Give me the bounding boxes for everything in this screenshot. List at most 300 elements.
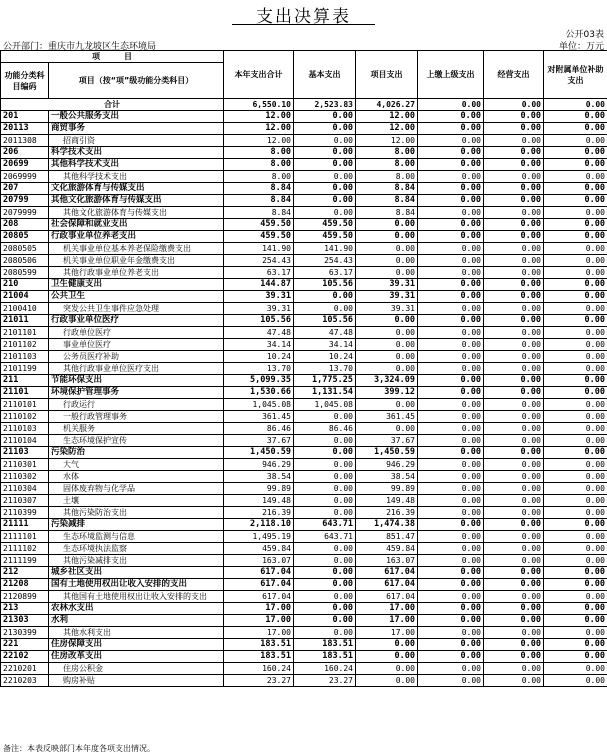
row-value: 17.00 xyxy=(356,615,418,627)
row-value: 86.46 xyxy=(224,423,294,435)
row-name: 环境保护管理事务 xyxy=(49,387,224,399)
row-value: 39.31 xyxy=(224,291,294,303)
row-value: 86.46 xyxy=(294,423,356,435)
row-value: 149.48 xyxy=(356,495,418,507)
table-row xyxy=(1,219,607,231)
row-value: 39.31 xyxy=(356,279,418,291)
row-value: 8.84 xyxy=(356,183,418,195)
total-value: 6,550.10 xyxy=(224,99,294,111)
table-row xyxy=(1,435,607,447)
row-value: 0.00 xyxy=(544,327,607,339)
row-name: 大气 xyxy=(49,459,224,471)
row-value: 0.00 xyxy=(484,243,544,255)
table-row xyxy=(1,255,607,267)
footnote: 备注：本表反映部门本年度各项支出情况。 xyxy=(3,744,155,753)
row-value: 163.07 xyxy=(224,555,294,567)
row-value: 361.45 xyxy=(224,411,294,423)
row-name: 生态环境执法监察 xyxy=(49,543,224,555)
row-name: 住房保障支出 xyxy=(49,639,224,651)
header-upper: 上缴上级支出 xyxy=(418,51,484,99)
row-name: 农林水支出 xyxy=(49,603,224,615)
row-value: 0.00 xyxy=(418,171,484,183)
row-value: 0.00 xyxy=(418,423,484,435)
row-value: 0.00 xyxy=(294,579,356,591)
row-value: 8.00 xyxy=(224,147,294,159)
row-value: 459.84 xyxy=(224,543,294,555)
row-value: 254.43 xyxy=(224,255,294,267)
row-value: 0.00 xyxy=(544,207,607,219)
row-value: 0.00 xyxy=(484,543,544,555)
total-value: 2,523.83 xyxy=(294,99,356,111)
row-value: 0.00 xyxy=(484,495,544,507)
row-value: 8.84 xyxy=(356,195,418,207)
row-name: 公务员医疗补助 xyxy=(49,351,224,363)
row-value: 0.00 xyxy=(418,387,484,399)
row-value: 0.00 xyxy=(418,495,484,507)
row-value: 617.04 xyxy=(224,567,294,579)
row-value: 0.00 xyxy=(484,207,544,219)
table-row xyxy=(1,123,607,135)
row-name: 购房补贴 xyxy=(49,675,224,687)
row-value: 8.84 xyxy=(224,195,294,207)
row-value: 0.00 xyxy=(544,639,607,651)
row-name: 机关服务 xyxy=(49,423,224,435)
row-name: 其他行政事业单位养老支出 xyxy=(49,267,224,279)
row-name: 住房改革支出 xyxy=(49,651,224,663)
row-value: 3,324.09 xyxy=(356,375,418,387)
row-code: 2111101 xyxy=(1,531,49,543)
total-value: 4,026.27 xyxy=(356,99,418,111)
row-value: 0.00 xyxy=(294,171,356,183)
row-value: 617.04 xyxy=(224,591,294,603)
row-value: 183.51 xyxy=(294,639,356,651)
row-value: 63.17 xyxy=(294,267,356,279)
row-value: 0.00 xyxy=(418,507,484,519)
row-value: 105.56 xyxy=(294,315,356,327)
row-value: 0.00 xyxy=(544,507,607,519)
table-row xyxy=(1,171,607,183)
row-value: 0.00 xyxy=(544,387,607,399)
row-value: 17.00 xyxy=(356,627,418,639)
row-code: 2101199 xyxy=(1,363,49,375)
row-value: 0.00 xyxy=(484,279,544,291)
row-value: 8.00 xyxy=(224,159,294,171)
row-name: 事业单位医疗 xyxy=(49,339,224,351)
row-code: 2110399 xyxy=(1,507,49,519)
row-code: 20699 xyxy=(1,159,49,171)
table-row xyxy=(1,303,607,315)
row-name: 机关事业单位基本养老保险缴费支出 xyxy=(49,243,224,255)
row-value: 0.00 xyxy=(484,423,544,435)
header-business: 经营支出 xyxy=(484,51,544,99)
row-name: 突发公共卫生事件应急处理 xyxy=(49,303,224,315)
table-row xyxy=(1,579,607,591)
row-name: 其他污染防治支出 xyxy=(49,507,224,519)
table-row xyxy=(1,111,607,123)
row-name: 城乡社区支出 xyxy=(49,567,224,579)
row-name: 水利 xyxy=(49,615,224,627)
row-name: 其他行政事业单位医疗支出 xyxy=(49,363,224,375)
row-value: 0.00 xyxy=(294,291,356,303)
row-value: 0.00 xyxy=(356,267,418,279)
row-value: 0.00 xyxy=(484,411,544,423)
row-code: 2110102 xyxy=(1,411,49,423)
row-value: 99.89 xyxy=(356,483,418,495)
row-value: 0.00 xyxy=(418,555,484,567)
row-value: 0.00 xyxy=(544,399,607,411)
table-row xyxy=(1,399,607,411)
row-value: 0.00 xyxy=(484,159,544,171)
row-code: 2101103 xyxy=(1,351,49,363)
row-value: 160.24 xyxy=(294,663,356,675)
row-value: 0.00 xyxy=(356,399,418,411)
expenditure-table xyxy=(0,50,607,687)
row-code: 21103 xyxy=(1,447,49,459)
header-code: 功能分类科目编码 xyxy=(1,63,49,99)
row-value: 0.00 xyxy=(544,351,607,363)
row-code: 2111199 xyxy=(1,555,49,567)
row-name: 科学技术支出 xyxy=(49,147,224,159)
row-value: 0.00 xyxy=(294,135,356,147)
row-value: 8.00 xyxy=(224,171,294,183)
row-value: 0.00 xyxy=(294,627,356,639)
row-value: 47.48 xyxy=(224,327,294,339)
row-name: 行政单位医疗 xyxy=(49,327,224,339)
row-value: 0.00 xyxy=(418,183,484,195)
row-value: 8.84 xyxy=(356,207,418,219)
row-code: 2111102 xyxy=(1,543,49,555)
row-value: 0.00 xyxy=(294,507,356,519)
row-value: 0.00 xyxy=(544,123,607,135)
row-value: 0.00 xyxy=(544,603,607,615)
row-value: 1,045.08 xyxy=(294,399,356,411)
row-value: 0.00 xyxy=(544,555,607,567)
row-value: 0.00 xyxy=(418,579,484,591)
row-value: 0.00 xyxy=(294,159,356,171)
table-row xyxy=(1,651,607,663)
row-value: 0.00 xyxy=(544,435,607,447)
row-value: 12.00 xyxy=(356,111,418,123)
total-value: 0.00 xyxy=(484,99,544,111)
row-value: 0.00 xyxy=(356,231,418,243)
table-row xyxy=(1,195,607,207)
row-value: 17.00 xyxy=(224,615,294,627)
row-value: 0.00 xyxy=(294,471,356,483)
row-value: 39.31 xyxy=(356,303,418,315)
row-value: 946.29 xyxy=(356,459,418,471)
row-code: 2110307 xyxy=(1,495,49,507)
row-value: 0.00 xyxy=(418,519,484,531)
table-row xyxy=(1,351,607,363)
row-code: 20799 xyxy=(1,195,49,207)
row-value: 17.00 xyxy=(224,627,294,639)
row-value: 141.90 xyxy=(224,243,294,255)
row-code: 2210201 xyxy=(1,663,49,675)
row-value: 183.51 xyxy=(224,639,294,651)
row-value: 0.00 xyxy=(418,591,484,603)
row-value: 0.00 xyxy=(484,363,544,375)
row-name: 行政事业单位医疗 xyxy=(49,315,224,327)
row-value: 37.67 xyxy=(224,435,294,447)
row-code: 2101101 xyxy=(1,327,49,339)
row-value: 0.00 xyxy=(544,675,607,687)
row-value: 851.47 xyxy=(356,531,418,543)
row-value: 0.00 xyxy=(418,447,484,459)
row-value: 0.00 xyxy=(484,327,544,339)
table-row xyxy=(1,267,607,279)
row-name: 国有土地使用权出让收入安排的支出 xyxy=(49,579,224,591)
row-value: 0.00 xyxy=(544,651,607,663)
row-value: 0.00 xyxy=(418,663,484,675)
row-name: 机关事业单位职业年金缴费支出 xyxy=(49,255,224,267)
row-value: 0.00 xyxy=(484,663,544,675)
row-value: 0.00 xyxy=(484,375,544,387)
table-row xyxy=(1,495,607,507)
row-value: 0.00 xyxy=(544,135,607,147)
row-value: 23.27 xyxy=(224,675,294,687)
row-code: 206 xyxy=(1,147,49,159)
row-value: 0.00 xyxy=(544,663,607,675)
row-name: 其他文化旅游体育与传媒支出 xyxy=(49,207,224,219)
table-row xyxy=(1,675,607,687)
row-code: 22102 xyxy=(1,651,49,663)
row-value: 0.00 xyxy=(544,159,607,171)
header-project: 项目支出 xyxy=(356,51,418,99)
row-value: 0.00 xyxy=(418,315,484,327)
row-value: 0.00 xyxy=(484,387,544,399)
row-value: 0.00 xyxy=(418,291,484,303)
table-row xyxy=(1,459,607,471)
row-value: 2,118.10 xyxy=(224,519,294,531)
row-value: 0.00 xyxy=(294,495,356,507)
row-value: 12.00 xyxy=(224,123,294,135)
row-code: 207 xyxy=(1,183,49,195)
row-value: 34.14 xyxy=(224,339,294,351)
row-value: 0.00 xyxy=(356,423,418,435)
row-value: 163.07 xyxy=(356,555,418,567)
row-value: 105.56 xyxy=(294,279,356,291)
row-name: 生态环境监测与信息 xyxy=(49,531,224,543)
row-value: 617.04 xyxy=(356,579,418,591)
row-value: 0.00 xyxy=(418,543,484,555)
row-value: 0.00 xyxy=(484,447,544,459)
row-value: 0.00 xyxy=(484,435,544,447)
row-name: 一般公共服务支出 xyxy=(49,111,224,123)
row-value: 254.43 xyxy=(294,255,356,267)
row-code: 2110304 xyxy=(1,483,49,495)
row-value: 0.00 xyxy=(484,315,544,327)
row-value: 141.90 xyxy=(294,243,356,255)
row-code: 21303 xyxy=(1,615,49,627)
row-value: 0.00 xyxy=(294,195,356,207)
row-value: 0.00 xyxy=(418,243,484,255)
row-code: 21101 xyxy=(1,387,49,399)
row-code: 21004 xyxy=(1,291,49,303)
row-value: 0.00 xyxy=(544,279,607,291)
row-code: 2110301 xyxy=(1,459,49,471)
row-value: 0.00 xyxy=(544,111,607,123)
department-label: 公开部门：重庆市九龙坡区生态环境局 xyxy=(3,42,157,52)
row-value: 0.00 xyxy=(294,123,356,135)
row-code: 2080506 xyxy=(1,255,49,267)
row-name: 商贸事务 xyxy=(49,123,224,135)
table-row xyxy=(1,363,607,375)
row-value: 0.00 xyxy=(418,267,484,279)
row-value: 0.00 xyxy=(484,111,544,123)
row-value: 23.27 xyxy=(294,675,356,687)
row-value: 0.00 xyxy=(356,675,418,687)
row-value: 13.70 xyxy=(224,363,294,375)
table-row xyxy=(1,615,607,627)
row-code: 2080599 xyxy=(1,267,49,279)
row-value: 37.67 xyxy=(356,435,418,447)
row-code: 21111 xyxy=(1,519,49,531)
row-code: 21011 xyxy=(1,315,49,327)
row-name: 一般行政管理事务 xyxy=(49,411,224,423)
row-value: 160.24 xyxy=(224,663,294,675)
row-value: 17.00 xyxy=(356,603,418,615)
table-row xyxy=(1,531,607,543)
row-value: 0.00 xyxy=(418,639,484,651)
row-value: 1,045.08 xyxy=(224,399,294,411)
row-value: 0.00 xyxy=(484,195,544,207)
row-name: 污染减排 xyxy=(49,519,224,531)
row-value: 0.00 xyxy=(294,615,356,627)
header-item-group: 项 目 xyxy=(1,51,224,63)
row-value: 0.00 xyxy=(418,279,484,291)
row-value: 0.00 xyxy=(544,567,607,579)
row-name: 水体 xyxy=(49,471,224,483)
table-row xyxy=(1,135,607,147)
row-value: 0.00 xyxy=(418,651,484,663)
row-value: 0.00 xyxy=(484,675,544,687)
row-value: 0.00 xyxy=(484,267,544,279)
row-value: 1,495.19 xyxy=(224,531,294,543)
row-value: 0.00 xyxy=(356,327,418,339)
row-value: 0.00 xyxy=(418,435,484,447)
row-value: 0.00 xyxy=(418,471,484,483)
row-code: 208 xyxy=(1,219,49,231)
row-value: 459.84 xyxy=(356,543,418,555)
row-value: 0.00 xyxy=(544,255,607,267)
row-code: 21208 xyxy=(1,579,49,591)
table-row xyxy=(1,159,607,171)
row-value: 0.00 xyxy=(418,627,484,639)
row-value: 8.00 xyxy=(356,171,418,183)
row-value: 0.00 xyxy=(356,339,418,351)
header-name: 项目（按“项”级功能分类科目） xyxy=(49,63,224,99)
row-value: 5,099.35 xyxy=(224,375,294,387)
row-value: 0.00 xyxy=(418,159,484,171)
row-value: 0.00 xyxy=(544,267,607,279)
row-value: 0.00 xyxy=(294,555,356,567)
row-value: 0.00 xyxy=(418,567,484,579)
table-row xyxy=(1,471,607,483)
row-code: 2079999 xyxy=(1,207,49,219)
row-value: 0.00 xyxy=(544,423,607,435)
table-row xyxy=(1,639,607,651)
table-row xyxy=(1,543,607,555)
row-value: 0.00 xyxy=(544,291,607,303)
table-row xyxy=(1,279,607,291)
row-value: 216.39 xyxy=(224,507,294,519)
row-value: 643.71 xyxy=(294,531,356,543)
row-value: 0.00 xyxy=(544,531,607,543)
row-value: 0.00 xyxy=(544,315,607,327)
row-value: 0.00 xyxy=(484,135,544,147)
row-code: 2101102 xyxy=(1,339,49,351)
row-value: 0.00 xyxy=(484,147,544,159)
table-row xyxy=(1,555,607,567)
row-value: 183.51 xyxy=(294,651,356,663)
row-value: 617.04 xyxy=(224,579,294,591)
table-row xyxy=(1,243,607,255)
row-name: 其他水利支出 xyxy=(49,627,224,639)
table-row xyxy=(1,207,607,219)
row-value: 643.71 xyxy=(294,519,356,531)
row-value: 0.00 xyxy=(418,231,484,243)
row-value: 0.00 xyxy=(418,123,484,135)
row-value: 0.00 xyxy=(484,603,544,615)
row-value: 0.00 xyxy=(356,243,418,255)
row-value: 0.00 xyxy=(418,399,484,411)
row-value: 0.00 xyxy=(294,483,356,495)
row-value: 0.00 xyxy=(418,603,484,615)
row-code: 2210203 xyxy=(1,675,49,687)
row-code: 2069999 xyxy=(1,171,49,183)
row-value: 0.00 xyxy=(484,555,544,567)
row-value: 0.00 xyxy=(484,591,544,603)
row-value: 0.00 xyxy=(294,435,356,447)
row-value: 0.00 xyxy=(484,531,544,543)
row-value: 617.04 xyxy=(356,567,418,579)
row-name: 生态环境保护宣传 xyxy=(49,435,224,447)
row-name: 行政事业单位养老支出 xyxy=(49,231,224,243)
row-value: 17.00 xyxy=(224,603,294,615)
row-value: 12.00 xyxy=(356,135,418,147)
row-name: 其他污染减排支出 xyxy=(49,555,224,567)
row-value: 0.00 xyxy=(544,471,607,483)
row-value: 0.00 xyxy=(544,219,607,231)
row-value: 0.00 xyxy=(544,339,607,351)
row-value: 0.00 xyxy=(484,231,544,243)
row-value: 0.00 xyxy=(484,519,544,531)
row-value: 0.00 xyxy=(418,195,484,207)
table-row xyxy=(1,387,607,399)
row-value: 0.00 xyxy=(418,147,484,159)
row-value: 0.00 xyxy=(484,471,544,483)
row-value: 0.00 xyxy=(544,183,607,195)
header-subsidy: 对附属单位补助支出 xyxy=(544,51,607,99)
row-value: 0.00 xyxy=(484,183,544,195)
table-row xyxy=(1,519,607,531)
row-value: 0.00 xyxy=(418,483,484,495)
row-value: 0.00 xyxy=(544,615,607,627)
table-row xyxy=(1,183,607,195)
table-row xyxy=(1,663,607,675)
row-value: 0.00 xyxy=(544,231,607,243)
row-code: 2130399 xyxy=(1,627,49,639)
row-value: 0.00 xyxy=(484,639,544,651)
row-value: 38.54 xyxy=(356,471,418,483)
row-value: 0.00 xyxy=(356,219,418,231)
unit-label: 单位：万元 xyxy=(558,42,604,52)
row-value: 63.17 xyxy=(224,267,294,279)
table-row xyxy=(1,603,607,615)
row-value: 0.00 xyxy=(294,183,356,195)
row-value: 0.00 xyxy=(418,459,484,471)
row-value: 8.00 xyxy=(356,147,418,159)
